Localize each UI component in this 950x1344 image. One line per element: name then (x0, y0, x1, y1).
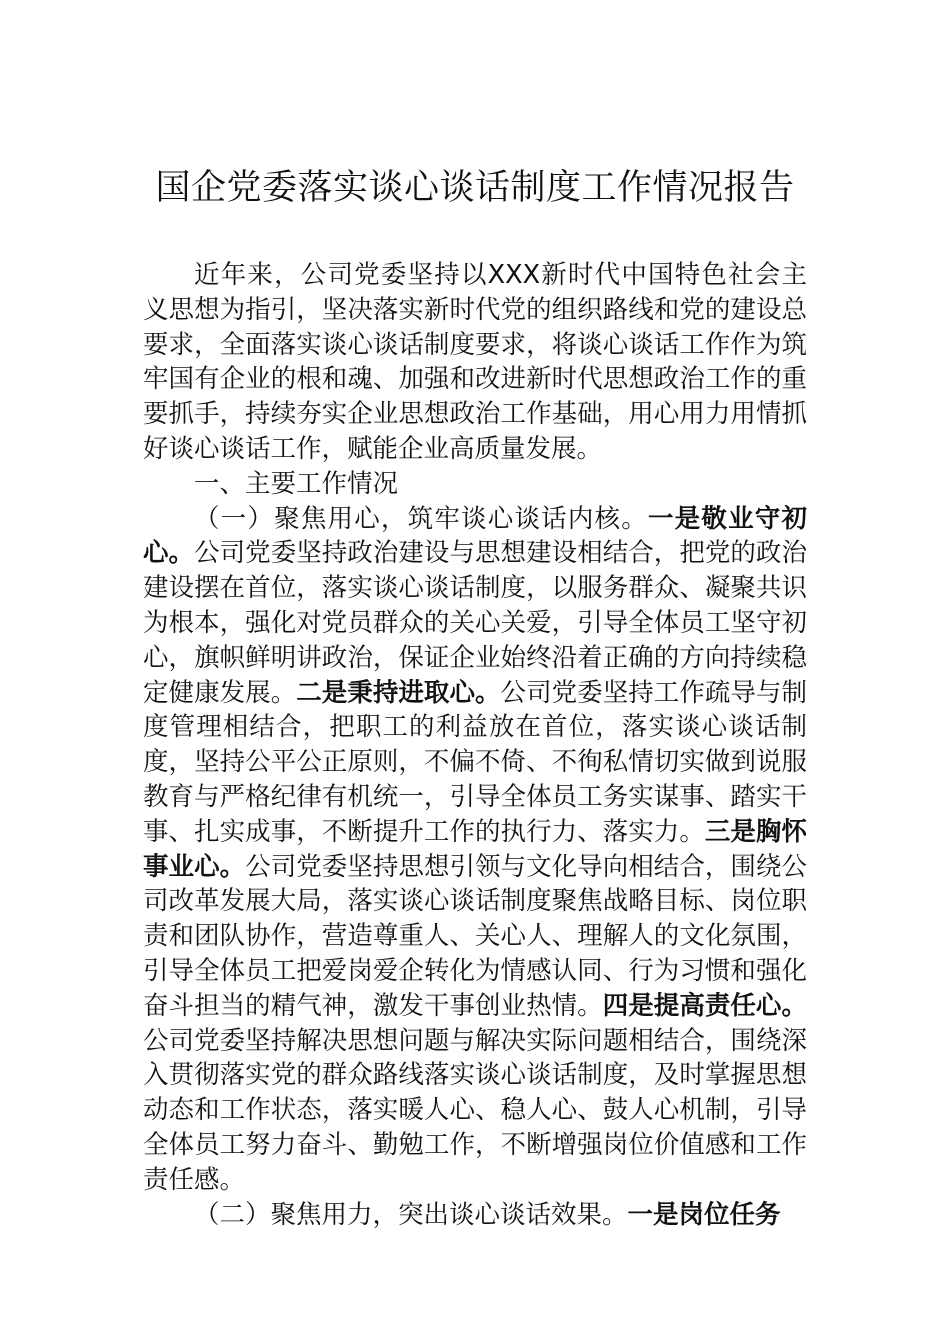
part1-item3-label: 三是胸怀事业心。 (143, 816, 807, 882)
part2-item1-label: 一是岗位任务 (627, 1199, 781, 1230)
part1-item1-label: 一是敬业守初心。 (143, 503, 807, 569)
part1-lead: （一）聚焦用心，筑牢谈心谈话内核。 (194, 503, 648, 534)
intro-paragraph: 近年来，公司党委坚持以XXX新时代中国特色社会主义思想为指引，坚决落实新时代党的组织路线和党的建设总要求，全面落实谈心谈话制度要求，将谈心谈话工作作为筑牢国有企业的根和魂、加强和改进新时代思想政治工作的重要抓手，持续夯实企业思想政治工作基础，用心用力用情抓好谈心谈话工作，赋能企业高质量发展。 (143, 260, 807, 464)
section-heading: 一、主要工作情况 (194, 468, 399, 499)
document-title: 国企党委落实谈心谈话制度工作情况报告 (155, 168, 795, 208)
part1-paragraph (143, 502, 807, 1198)
part1-item3-text: 公司党委坚持思想引领与文化导向相结合，围绕公司改革发展大局，落实谈心谈话制度聚焦战略目标、岗位职责和团队协作，营造尊重人、关心人、理解人的文化氛围，引导全体员工把爱岗爱企转化为情感认同、行为习惯和强化奋斗担当的精气神，激发干事创业热情。 (143, 851, 807, 1021)
part2-paragraph (143, 1198, 807, 1233)
part2-lead: （二）聚焦用力，突出谈心谈话效果。 (194, 1199, 628, 1230)
part1-item4-text: 公司党委坚持解决思想问题与解决实际问题相结合，围绕深入贯彻落实党的群众路线落实谈心谈话制度，及时掌握思想动态和工作状态，落实暖人心、稳人心、鼓人心机制，引导全体员工努力奋斗、勤勉工作，不断增强岗位价值感和工作责任感。 (143, 1025, 807, 1195)
part1-item4-label: 四是提高责任心。 (602, 990, 807, 1021)
part1-item2-text: 公司党委坚持工作疏导与制度管理相结合，把职工的利益放在首位，落实谈心谈话制度，坚持公平公正原则，不偏不倚、不徇私情切实做到说服教育与严格纪律有机统一，引导全体员工务实谋事、踏实干事、扎实成事，不断提升工作的执行力、落实力。 (143, 677, 807, 847)
part1-item2-label: 二是秉持进取心。 (296, 677, 501, 708)
document-body (143, 258, 807, 1232)
part1-item1-text: 公司党委坚持政治建设与思想建设相结合，把党的政治建设摆在首位，落实谈心谈话制度，以服务群众、凝聚共识为根本，强化对党员群众的关心关爱，引导全体员工坚守初心，旗帜鲜明讲政治，保证企业始终沿着正确的方向持续稳定健康发展。 (143, 538, 807, 708)
